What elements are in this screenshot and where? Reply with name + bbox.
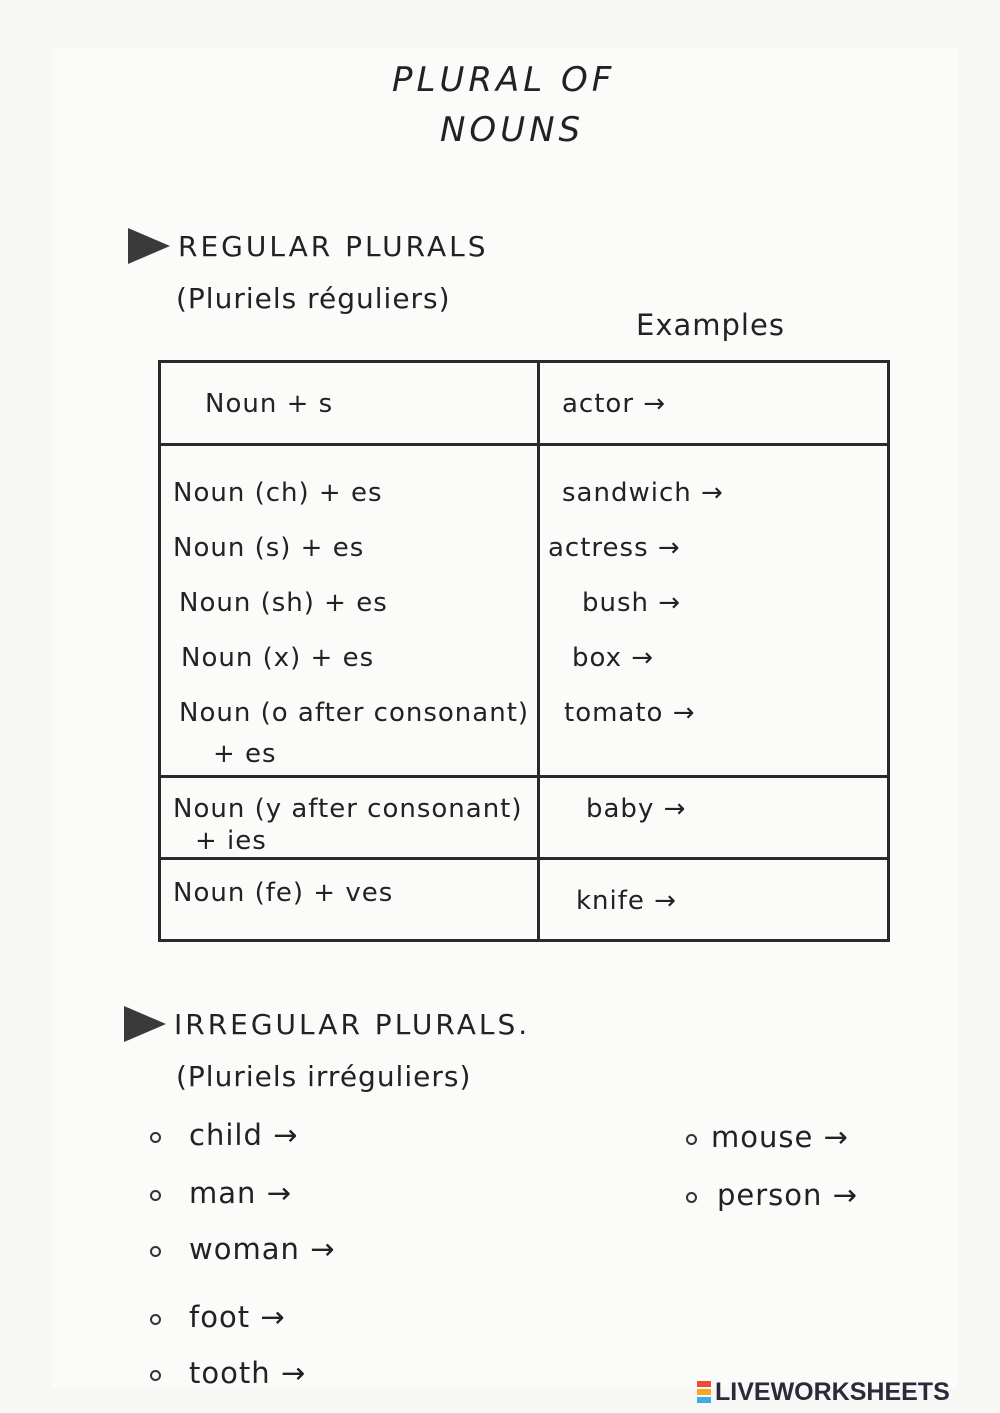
list-item-text: child → — [189, 1118, 299, 1152]
rule-continuation: + es — [213, 739, 277, 769]
example-text: tomato → — [564, 698, 696, 728]
logo-bar — [697, 1381, 711, 1387]
example-text: knife → — [576, 886, 677, 916]
irregular-subheading: (Pluriels irréguliers) — [176, 1060, 472, 1093]
example-cell — [539, 362, 889, 445]
example-cell — [539, 445, 889, 777]
irregular-heading: IRREGULAR PLURALS. — [174, 1008, 531, 1041]
triangle-bullet-icon — [128, 228, 170, 264]
rule-text: Noun (y after consonant) — [173, 794, 523, 824]
table-row — [160, 777, 889, 859]
list-item — [686, 1178, 858, 1212]
rule-text: Noun (x) + es — [181, 643, 375, 673]
list-item — [150, 1118, 298, 1152]
table-row — [160, 362, 889, 445]
logo-bar — [697, 1389, 711, 1395]
example-cell — [539, 777, 889, 859]
example-text: actor → — [562, 389, 667, 419]
list-item — [686, 1120, 849, 1154]
title-line-1: PLURAL OF — [392, 60, 616, 100]
rule-text: Noun (s) + es — [173, 533, 365, 563]
title-line-2: NOUNS — [440, 110, 585, 150]
example-text: baby → — [586, 794, 687, 824]
rule-continuation: + ies — [195, 826, 267, 856]
example-cell — [539, 859, 889, 941]
table-row — [160, 445, 889, 777]
liveworksheets-logo — [697, 1377, 950, 1407]
rule-text: Noun (ch) + es — [173, 478, 383, 508]
example-text: actress → — [548, 533, 681, 563]
rule-text: Noun (sh) + es — [179, 588, 388, 618]
triangle-bullet-icon — [124, 1006, 166, 1042]
example-text: bush → — [582, 588, 682, 618]
list-item-text: foot → — [189, 1300, 286, 1334]
examples-label: Examples — [636, 308, 785, 342]
rule-text: Noun + s — [205, 389, 334, 419]
example-text: box → — [572, 643, 655, 673]
list-item-text: woman → — [189, 1232, 336, 1266]
rule-cell — [160, 777, 539, 859]
list-item-text: mouse → — [711, 1120, 849, 1154]
regular-subheading: (Pluriels réguliers) — [176, 282, 451, 315]
bullet-dot-icon — [686, 1134, 697, 1145]
logo-bar — [697, 1397, 711, 1403]
rule-cell — [160, 859, 539, 941]
table-row — [160, 859, 889, 941]
bullet-dot-icon — [150, 1314, 161, 1325]
list-item-text: person → — [717, 1178, 858, 1212]
bullet-dot-icon — [150, 1370, 161, 1381]
bullet-dot-icon — [686, 1192, 697, 1203]
list-item — [150, 1300, 286, 1334]
list-item-text: man → — [189, 1176, 292, 1210]
regular-plurals-table — [158, 360, 890, 942]
bullet-dot-icon — [150, 1190, 161, 1201]
list-item — [150, 1176, 292, 1210]
rule-text: Noun (o after consonant) — [179, 698, 530, 728]
rule-cell — [160, 445, 539, 777]
list-item-text: tooth → — [189, 1356, 307, 1390]
liveworksheets-logo-icon — [697, 1380, 711, 1404]
example-text: sandwich → — [562, 478, 724, 508]
list-item — [150, 1356, 306, 1390]
regular-heading: REGULAR PLURALS — [178, 230, 489, 263]
rule-cell — [160, 362, 539, 445]
list-item — [150, 1232, 335, 1266]
bullet-dot-icon — [150, 1246, 161, 1257]
bullet-dot-icon — [150, 1132, 161, 1143]
rule-text: Noun (fe) + ves — [173, 878, 394, 908]
logo-text: LIVEWORKSHEETS — [715, 1377, 950, 1406]
